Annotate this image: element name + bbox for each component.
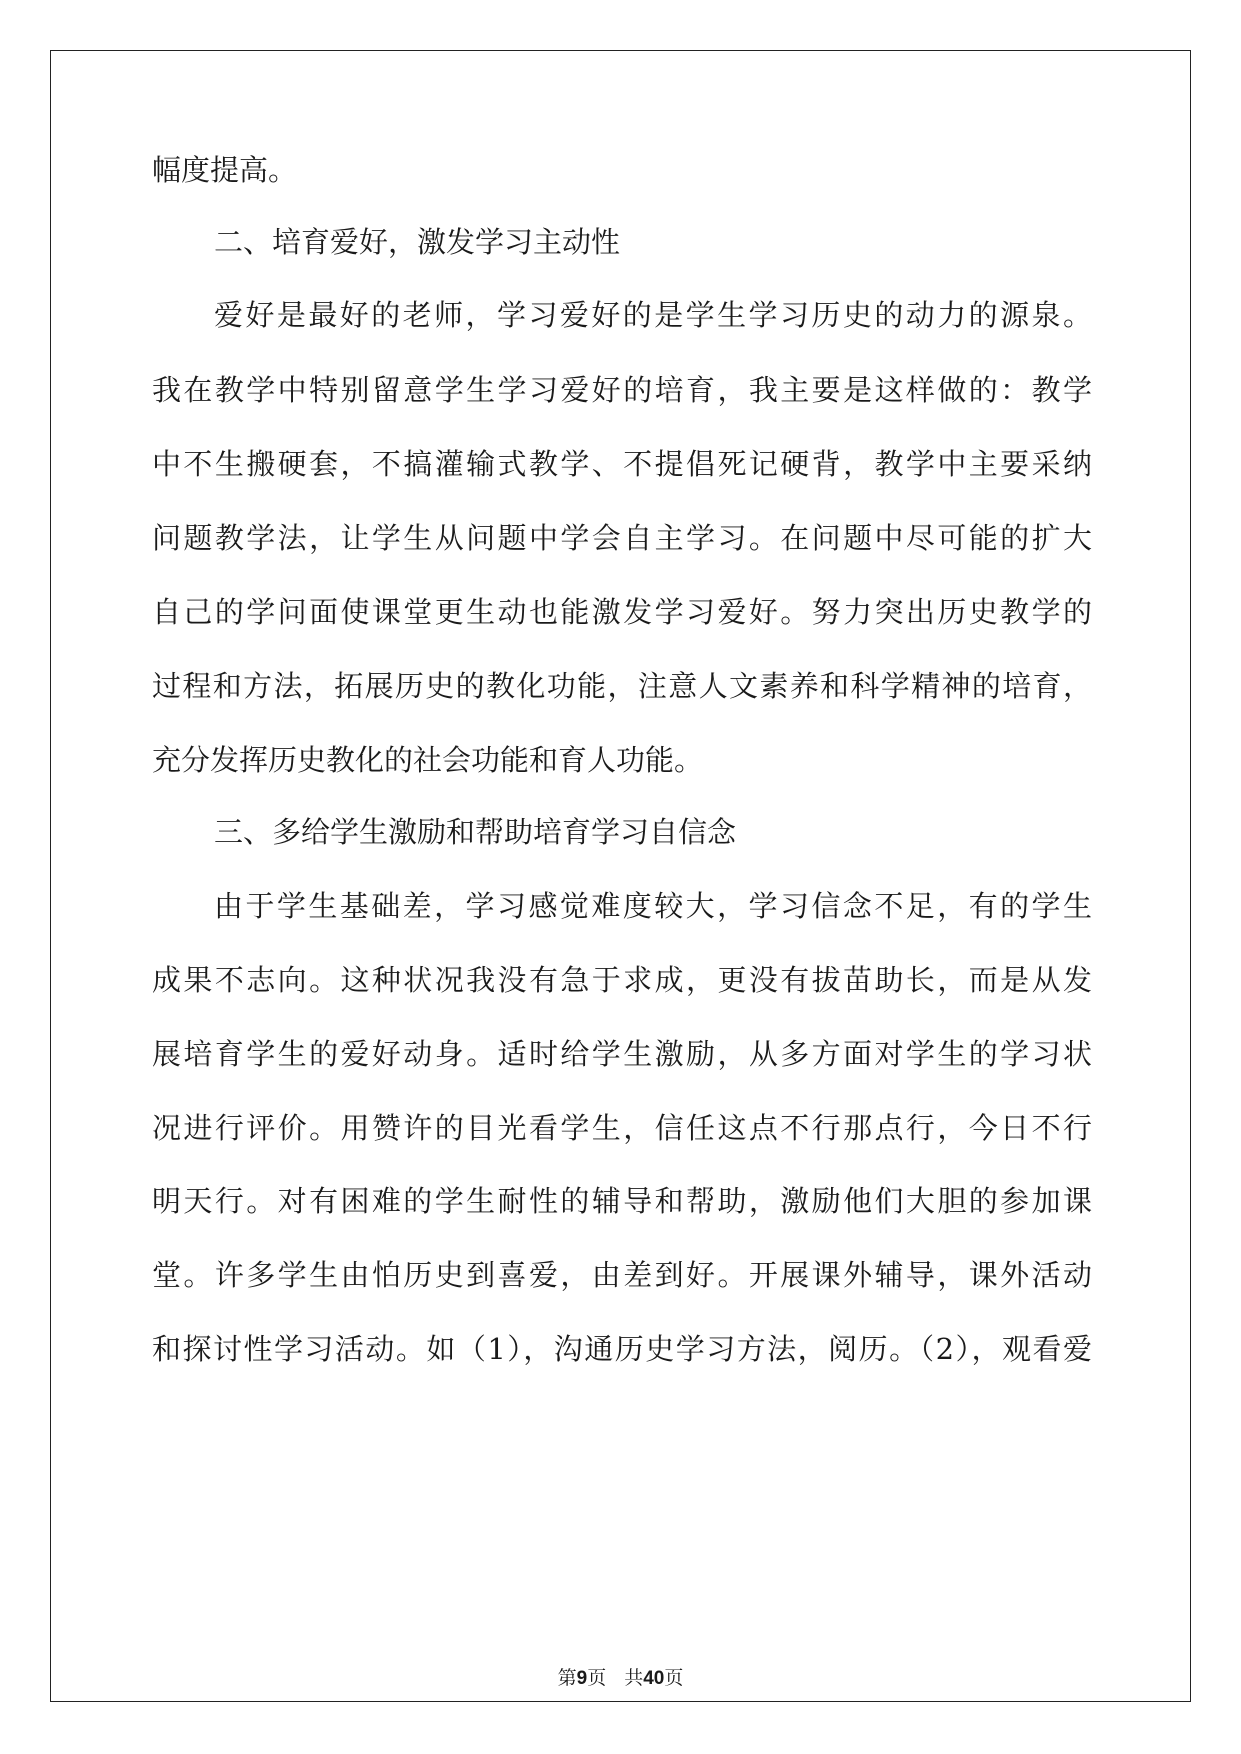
paragraph-line: 自己的学问面使课堂更生动也能激发学习爱好。努力突出历史教学的 [152, 595, 1092, 629]
section-heading: 三、多给学生激励和帮助培育学习自信念 [214, 815, 737, 849]
total-pages: 40 [643, 1668, 665, 1689]
paragraph-line: 和探讨性学习活动。如（1），沟通历史学习方法，阅历。（2），观看爱 [152, 1332, 1092, 1366]
paragraph-line: 幅度提高。 [152, 153, 298, 187]
paragraph-line: 成果不志向。这种状况我没有急于求成，更没有拔苗助长，而是从发 [152, 963, 1092, 997]
paragraph-line: 由于学生基础差，学习感觉难度较大，学习信念不足，有的学生 [214, 889, 1092, 923]
paragraph-line: 堂。许多学生由怕历史到喜爱，由差到好。开展课外辅导，课外活动 [152, 1258, 1092, 1292]
paragraph-line: 况进行评价。用赞许的目光看学生，信任这点不行那点行，今日不行 [152, 1111, 1092, 1145]
page-suffix: 页 [587, 1667, 607, 1689]
paragraph-line: 过程和方法，拓展历史的教化功能，注意人文素养和科学精神的培育， [152, 669, 1092, 703]
page-number: 9 [576, 1668, 588, 1689]
paragraph-line: 中不生搬硬套，不搞灌输式教学、不提倡死记硬背，教学中主要采纳 [152, 447, 1092, 481]
section-heading: 二、培育爱好，激发学习主动性 [214, 225, 621, 259]
page-footer [0, 1666, 1241, 1691]
paragraph-line: 展培育学生的爱好动身。适时给学生激励，从多方面对学生的学习状 [152, 1037, 1092, 1071]
paragraph-line: 爱好是最好的老师，学习爱好的是学生学习历史的动力的源泉。 [214, 298, 1092, 332]
paragraph-line: 我在教学中特别留意学生学习爱好的培育，我主要是这样做的：教学 [152, 373, 1092, 407]
paragraph-line: 明天行。对有困难的学生耐性的辅导和帮助，激励他们大胆的参加课 [152, 1184, 1092, 1218]
paragraph-line: 问题教学法，让学生从问题中学会自主学习。在问题中尽可能的扩大 [152, 521, 1092, 555]
total-suffix: 页 [664, 1667, 684, 1689]
page-prefix: 第 [557, 1667, 577, 1689]
paragraph-line: 充分发挥历史教化的社会功能和育人功能。 [152, 743, 704, 777]
total-prefix: 共 [624, 1667, 644, 1689]
